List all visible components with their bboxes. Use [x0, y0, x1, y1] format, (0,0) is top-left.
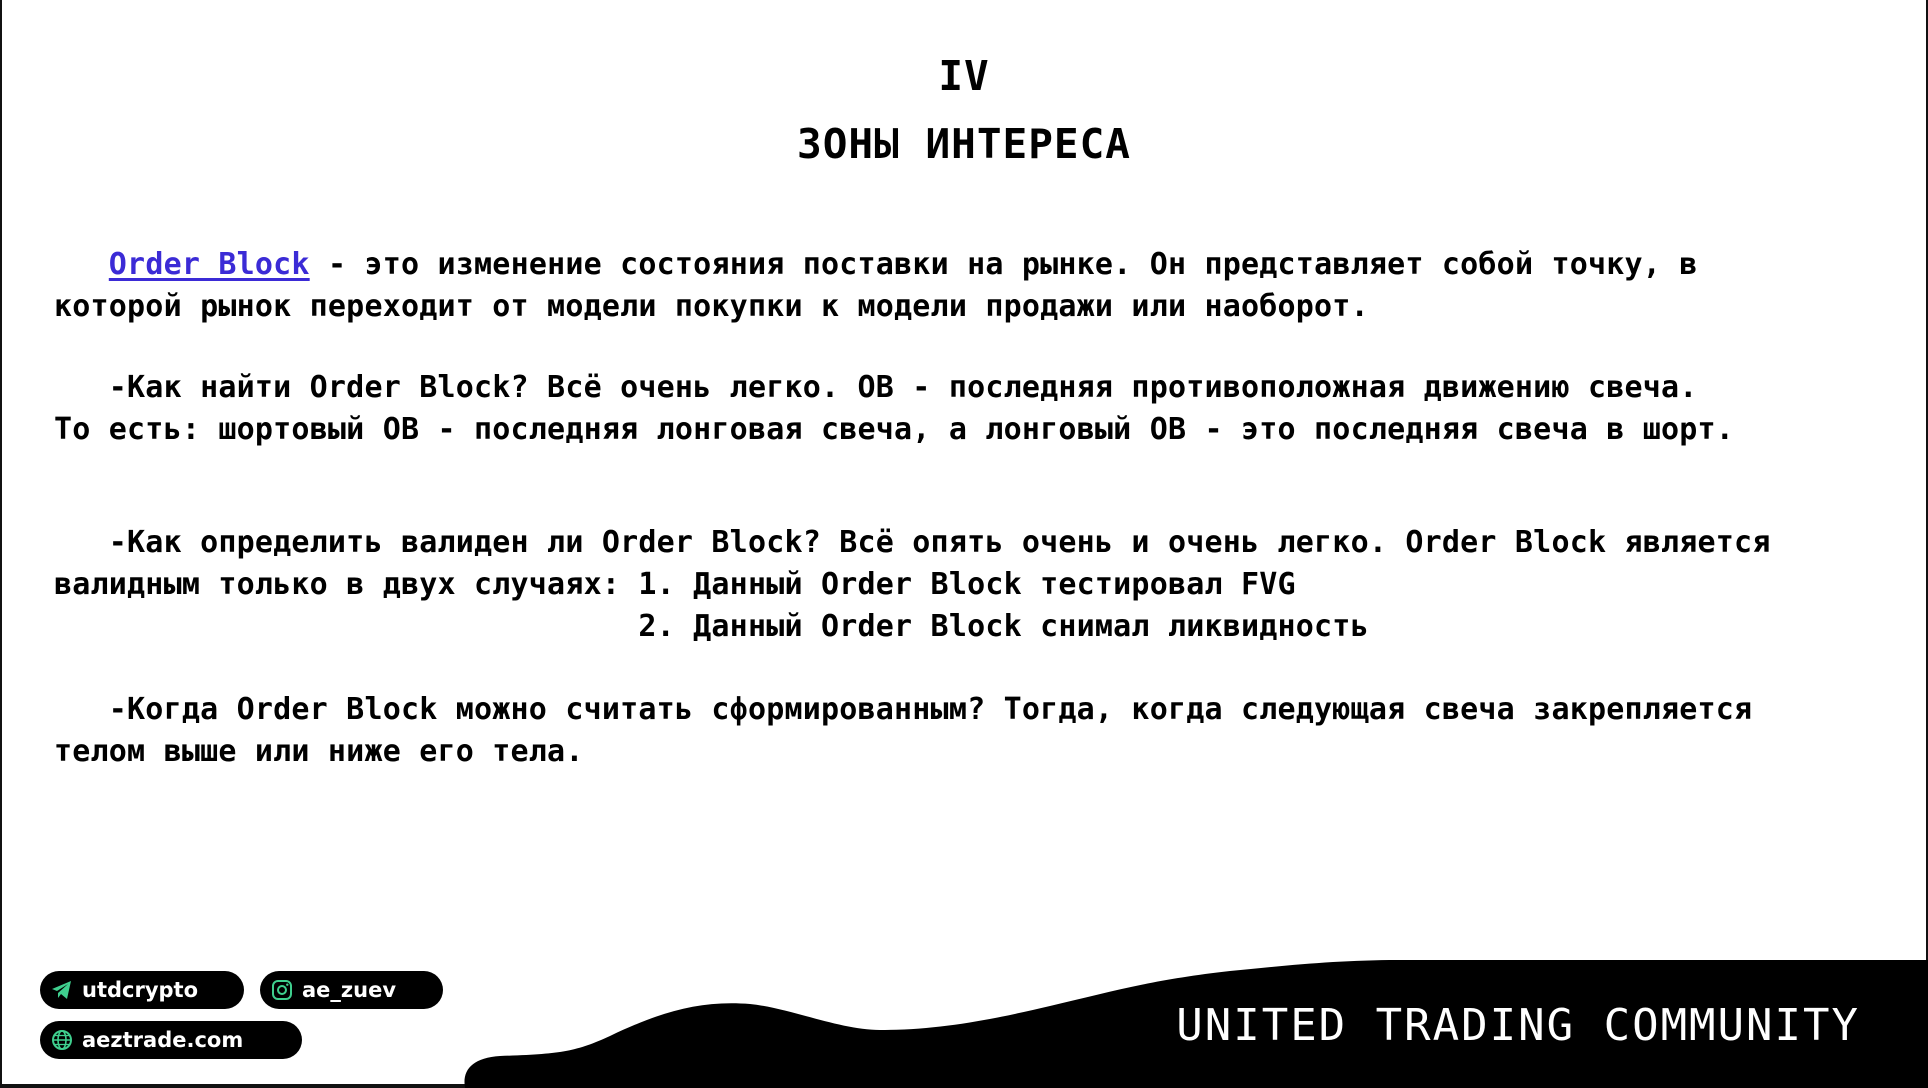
telegram-link[interactable] — [40, 971, 244, 1009]
p3-line1-text: -Как определить валиден ли Order Block? Всё опять очень и очень легко. Order Block является — [54, 525, 1771, 560]
p4-line2-text: телом выше или ниже его тела. — [54, 734, 584, 769]
website-link[interactable] — [40, 1021, 302, 1059]
paragraph-order-block-definition — [54, 244, 1914, 328]
p3-line3-text: 2. Данный Order Block снимал ликвидность — [54, 609, 1369, 644]
telegram-handle: utdcrypto — [82, 978, 199, 1002]
p2-line1-text: -Как найти Order Block? Всё очень легко. ОВ - последняя противоположная движению свеча. — [54, 370, 1698, 405]
instagram-link[interactable] — [260, 971, 443, 1009]
instagram-handle: ae_zuev — [302, 978, 397, 1002]
globe-icon — [50, 1028, 74, 1052]
section-number: IV — [938, 52, 990, 100]
brand-name: UNITED TRADING COMMUNITY — [1176, 1000, 1860, 1051]
paragraph-formation — [54, 689, 1914, 773]
paragraph-how-to-find — [54, 367, 1914, 451]
p1-line1-text: - это изменение состояния поставки на рынке. Он представляет собой точку, в — [309, 247, 1698, 282]
page-title: ЗОНЫ ИНТЕРЕСА — [797, 120, 1131, 168]
paragraph-validity — [54, 522, 1914, 648]
order-block-link[interactable]: Order Block — [108, 247, 310, 282]
telegram-icon — [50, 978, 74, 1002]
p2-line2-text: То есть: шортовый ОВ - последняя лонговая свеча, а лонговый ОВ - это последняя свеча в шорт. — [54, 412, 1735, 447]
p4-line1-text: -Когда Order Block можно считать сформированным? Тогда, когда следующая свеча закрепляется — [54, 692, 1753, 727]
website-url: aeztrade.com — [82, 1028, 244, 1052]
instagram-icon — [270, 978, 294, 1002]
p1-line2-text: которой рынок переходит от модели покупки к модели продажи или наоборот. — [54, 289, 1369, 324]
p3-line2-text: валидным только в двух случаях: 1. Данный Order Block тестировал FVG — [54, 567, 1296, 602]
